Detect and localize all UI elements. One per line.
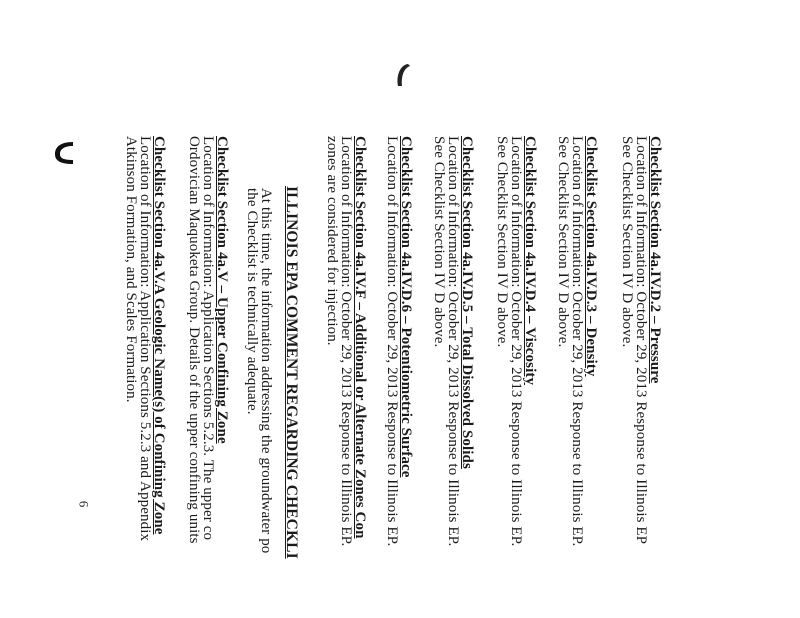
- section-heading: Checklist Section 4a.IV.D.3 – Density: [583, 136, 599, 377]
- section-heading: Checklist Section 4a.IV.D.4 – Viscosity: [522, 136, 538, 386]
- section-line: Location of Information: Application Sections 5.2.3. The upper co: [200, 136, 216, 541]
- section-line: See Checklist Section IV D above.: [555, 136, 571, 348]
- corner-mark-icon: [53, 140, 75, 166]
- section-line: Location of Information: October 29, 2013 Response to Illinois EP: [633, 136, 649, 545]
- section-line: Location of Information: October 29, 2013 Response to Illinois EP.: [569, 136, 585, 547]
- section-heading: Checklist Section 4a.IV.D.5 – Total Dissolved Solids: [459, 136, 475, 469]
- section-4a-iv-d-6: [385, 136, 413, 546]
- section-line: Location of Information: October 29, 2013 Response to Illinois EP.: [508, 136, 524, 547]
- section-4a-iv-d-5: [432, 136, 474, 546]
- section-line: Location of Information: Application Sections 5.2.3 and Appendix: [137, 136, 153, 542]
- comment-line: At this time, the information addressing the groundwater po: [258, 188, 274, 554]
- section-line: See Checklist Section IV D above.: [619, 136, 635, 348]
- section-heading: Checklist Section 4a.V.A Geologic Name(s) of Confining Zone: [151, 136, 167, 535]
- epa-comment-body: [245, 186, 273, 553]
- section-line: See Checklist Section IV D above.: [494, 136, 510, 348]
- section-heading: Checklist Section 4a.V – Upper Confining Zone: [214, 136, 230, 444]
- section-line: See Checklist Section IV D above.: [431, 136, 447, 348]
- section-4a-iv-d-2: [620, 136, 662, 544]
- section-line: Location of Information: October 29, 2013 Response to Illinois EP.: [384, 136, 400, 547]
- section-4a-iv-f: [325, 136, 367, 546]
- section-4a-iv-d-4: [495, 136, 537, 546]
- comment-line: the Checklist is technically adequate.: [244, 188, 260, 415]
- section-line: zones are considered for injection.: [324, 136, 340, 346]
- punch-hole-icon: [394, 62, 414, 88]
- epa-comment: [284, 186, 298, 559]
- page-number: 6: [76, 500, 92, 508]
- section-heading: Checklist Section 4a.IV.F – Additional or Alternate Zones Con: [352, 136, 368, 539]
- section-line: Atkinson Formation, and Scales Formation.: [123, 136, 139, 403]
- section-4a-v: [187, 136, 229, 544]
- comment-title: ILLINOIS EPA COMMENT REGARDING CHECKLI: [283, 186, 300, 559]
- section-heading: Checklist Section 4a.IV.D.6 – Potentiometric Surface: [398, 136, 414, 478]
- section-4a-iv-d-3: [556, 136, 598, 546]
- section-4a-v-a: [124, 136, 166, 541]
- section-line: Location of Information: October 29, 2013 Response to Illinois EP.: [445, 136, 461, 547]
- section-line: Location of Information: October 29, 2013 Response to Illinois EP.: [338, 136, 354, 547]
- section-line: Ordovician Maquoketa Group. Details of the upper confining units: [186, 136, 202, 544]
- section-heading: Checklist Section 4a.IV.D.2 – Pressure: [647, 136, 663, 384]
